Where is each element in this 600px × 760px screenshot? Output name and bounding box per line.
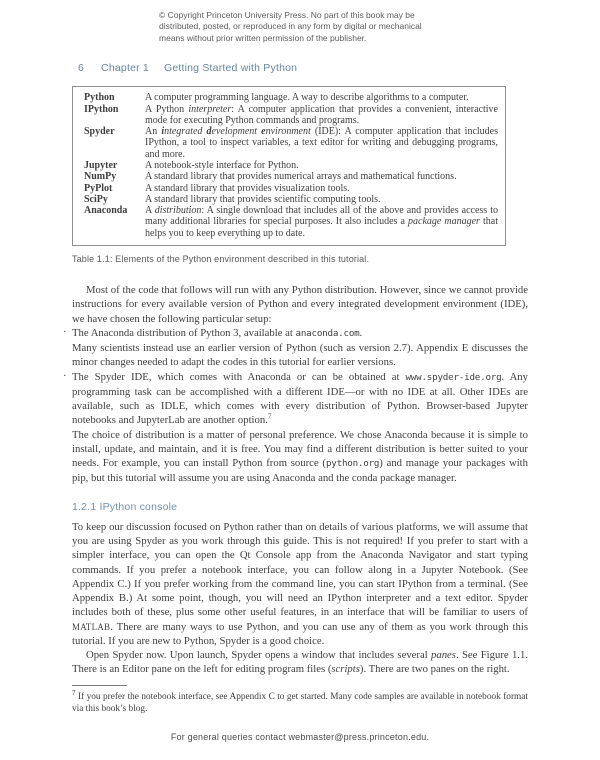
description-cell: An integrated development environment (IDE): A computer application that includes IPython, a tool to inspect variables, a text editor for writing and debugging programs, and more. xyxy=(145,126,499,160)
body-text xyxy=(63,283,528,677)
footnote-block xyxy=(72,685,528,716)
bullet-list xyxy=(63,325,528,428)
description-cell: A standard library that provides numerical arrays and mathematical functions. xyxy=(145,171,457,183)
paragraph-ipython-console: To keep our discussion focused on Python rather than on details of various platforms, we will assume that you are using Spyder as you work through this guide. This is not required! If you prefer to start with a simpler interface, you can open the Qt Console app from the Anaconda Navigator and start typing commands. If you prefer a notebook interface, you can follow along in a Jupyter Notebook. (See Appendix C.) If you prefer working from the command line, you can start IPython from a terminal. (See Appendix B.) At some point, though, you will need an IPython interpreter and a text editor. Spyder includes both of these, plus some other useful features, in an interface that will be familiar to users of MATLAB. There are many ways to use Python, and you can use any of them as you work through this tutorial. If you are new to Python, Spyder is a good choice. xyxy=(72,520,528,647)
bullet-item xyxy=(63,325,528,370)
term-cell: NumPy xyxy=(84,171,117,183)
bullet-item xyxy=(63,369,528,428)
bullet-marker: · xyxy=(63,369,67,382)
table-caption: Table 1.1: Elements of the Python environment described in this tutorial. xyxy=(72,254,370,265)
description-cell: A Python interpreter: A computer application that provides a convenient, interactive mode for executing Python commands and programs. xyxy=(145,103,498,126)
table-row xyxy=(73,183,505,194)
footer-contact: For general queries contact webmaster@press.princeton.edu. xyxy=(170,731,430,742)
term-cell: SciPy xyxy=(84,193,108,205)
paragraph-distribution-choice: The choice of distribution is a matter of personal preference. We chose Anaconda because it is simple to install, update, and maintain, and it is free. You may find a different distribution is better suited to your needs. For example, you can install Python from source (python.org) and manage your packages with pip, but this tutorial will assume you are using Anaconda and the conda package manager. xyxy=(72,428,528,485)
chapter-title: Getting Started with Python xyxy=(163,62,298,75)
copyright-notice xyxy=(159,10,441,44)
copyright-line: means without prior written permission of the publisher. xyxy=(159,32,367,43)
term-cell: IPython xyxy=(84,103,119,115)
page-number: 6 xyxy=(78,62,85,75)
term-cell: PyPlot xyxy=(84,182,113,194)
footnote-divider xyxy=(72,685,127,686)
table-row xyxy=(73,104,505,127)
copyright-line: © Copyright Princeton University Press. No part of this book may be xyxy=(159,10,415,20)
term-cell: Anaconda xyxy=(84,205,128,217)
table-row xyxy=(73,171,505,182)
footnote-text: $^7$ If you prefer the notebook interface, see Appendix C to get started. Many code samples are available in notebook format via this book’s blog. xyxy=(72,688,528,715)
bullet-text: The Spyder IDE, which comes with Anaconda or can be obtained at www.spyder-ide.org. Any programming task can be accomplished with a different IDE—or with no IDE at all. Other IDEs are available, such as IDLE, which comes with every distribution of Python. Browser-based Jupyter notebooks and JupyterLab are another option.$^7$ xyxy=(72,370,528,427)
copyright-line: distributed, posted, or reproduced in any form by digital or mechanical xyxy=(159,21,422,32)
definitions-table xyxy=(72,86,506,246)
term-cell: Python xyxy=(84,92,115,104)
bullet-text: The Anaconda distribution of Python 3, available at anaconda.com. Many scientists instead use an earlier version of Python (such as version 2.7). Appendix E discusses the minor changes needed to adapt the codes in this tutorial for earlier versions. xyxy=(72,326,528,369)
term-cell: Spyder xyxy=(84,126,115,138)
page-header xyxy=(78,62,528,74)
section-heading: 1.2.1 IPython console xyxy=(72,500,178,513)
table-row xyxy=(73,205,505,239)
table-row xyxy=(73,194,505,205)
table-row xyxy=(73,160,505,171)
table-row xyxy=(73,92,505,103)
term-cell: Jupyter xyxy=(84,160,118,171)
description-cell: A distribution: A single download that includes all of the above and provides access to many additional libraries for special purposes. It also includes a package manager that helps you to keep everything up to date. xyxy=(145,205,499,239)
description-cell: A notebook-style interface for Python. xyxy=(145,160,299,171)
chapter-label: Chapter 1 xyxy=(101,62,149,75)
bullet-marker: · xyxy=(63,325,67,338)
description-cell: A standard library that provides visualization tools. xyxy=(145,182,350,194)
paragraph-open-spyder: Open Spyder now. Upon launch, Spyder opens a window that includes several panes. See Figure 1.1. There is an Editor pane on the left for editing program files (scripts). There are two panes on the right. xyxy=(72,649,528,676)
table-row xyxy=(73,126,505,160)
description-cell: A standard library that provides scientific computing tools. xyxy=(145,193,381,205)
description-cell: A computer programming language. A way to describe algorithms to a computer. xyxy=(145,92,469,104)
paragraph-setup-intro: Most of the code that follows will run with any Python distribution. However, since we cannot provide instructions for every available version of Python and every integrated development environment (IDE), we have chosen the following particular setup: xyxy=(72,284,528,325)
